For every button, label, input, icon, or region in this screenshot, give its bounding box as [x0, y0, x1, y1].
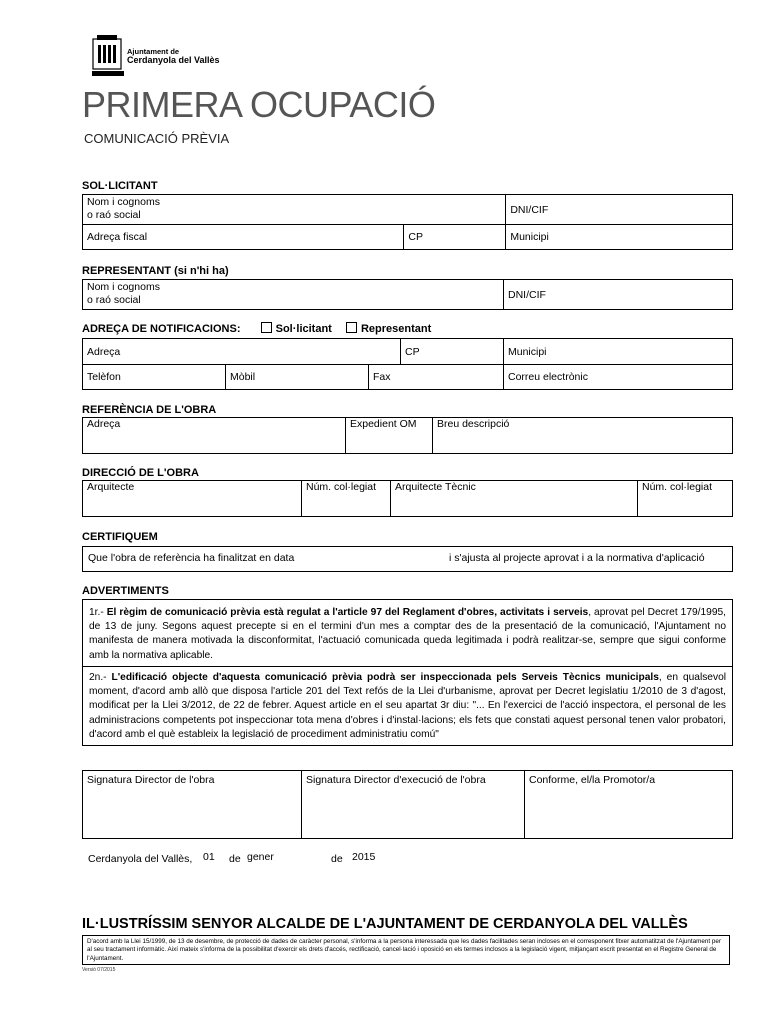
signature-director-obra[interactable]: Signatura Director de l'obra — [83, 771, 302, 839]
date-day[interactable]: 01 — [203, 851, 215, 863]
org-name-line1: Ajuntament de — [127, 47, 180, 56]
section-heading-certifiquem: CERTIFIQUEM — [82, 531, 158, 543]
notificacions-cp-field[interactable]: CP — [401, 339, 504, 365]
org-name-line2: Cerdanyola del Vallès — [127, 55, 220, 65]
direccio-arquitecte-field[interactable]: Arquitecte — [83, 481, 302, 517]
notificacions-telefon-field[interactable]: Telèfon — [83, 365, 226, 390]
section-heading-notificacions — [82, 322, 431, 335]
representant-dni-field[interactable]: DNI/CIF — [504, 280, 733, 310]
obra-adreca-field[interactable]: Adreça — [83, 418, 346, 454]
checkbox-sollicitant[interactable] — [261, 322, 272, 333]
sollicitant-name-field[interactable]: Nom i cognoms o raó social — [83, 195, 506, 225]
direccio-table — [82, 480, 733, 517]
date-place: Cerdanyola del Vallès, — [88, 853, 193, 865]
signature-director-execucio[interactable]: Signatura Director d'execució de l'obra — [302, 771, 525, 839]
notificacions-table — [82, 338, 733, 390]
notificacions-fax-field[interactable]: Fax — [369, 365, 504, 390]
sollicitant-cp-field[interactable]: CP — [404, 225, 506, 250]
sollicitant-dni-field[interactable]: DNI/CIF — [506, 195, 733, 225]
certifiquem-text-right: i s'ajusta al projecte aprovat i a la normativa d'aplicació — [449, 552, 705, 564]
section-heading-advertiments: ADVERTIMENTS — [82, 585, 169, 597]
obra-expedient-field[interactable]: Expedient OM — [346, 418, 433, 454]
signatures-table — [82, 770, 733, 839]
direccio-collegiat2-field[interactable]: Núm. col·legiat — [638, 481, 733, 517]
direccio-collegiat-field[interactable]: Núm. col·legiat — [302, 481, 391, 517]
coat-of-arms-icon — [92, 33, 126, 77]
sollicitant-municipi-field[interactable]: Municipi — [506, 225, 733, 250]
obra-descripcio-field[interactable]: Breu descripció — [433, 418, 733, 454]
representant-table — [82, 279, 733, 310]
section-heading-representant: REPRESENTANT (si n'hi ha) — [82, 265, 229, 277]
notificacions-adreca-field[interactable]: Adreça — [83, 339, 401, 365]
checkbox-sollicitant-label: Sol·licitant — [275, 323, 332, 335]
advertiments-box — [82, 599, 733, 746]
notificacions-heading: ADREÇA DE NOTIFICACIONS: — [82, 323, 241, 335]
section-heading-sollicitant: SOL·LICITANT — [82, 180, 158, 192]
advertiment-1: 1r.- El règim de comunicació prèvia està regulat a l'article 97 del Reglament d'obres, activitats i serveis, aprovat pel Decret 179/1995, de 13 de juny. Segons aquest precepte si en el termini d'un mes a comptar des de la presentació de la comunicació, l'Ajuntament no manifesta de manera motivada la disconformitat, l'actuació comunicada queda legitimada i podrà realitzar-se, sempre que sigui conforme amb la normativa aplicable. — [89, 607, 726, 661]
signature-promotor[interactable]: Conforme, el/la Promotor/a — [525, 771, 733, 839]
section-heading-direccio: DIRECCIÓ DE L'OBRA — [82, 467, 199, 479]
version-label: Versió 07/2015 — [82, 967, 116, 973]
checkbox-representant-label: Representant — [360, 323, 432, 335]
date-de-2: de — [331, 853, 343, 865]
addressee-title: IL·LUSTRÍSSIM SENYOR ALCALDE DE L'AJUNTAMENT DE CERDANYOLA DEL VALLÈS — [82, 916, 688, 932]
certifiquem-box[interactable] — [82, 546, 733, 572]
page-subtitle: COMUNICACIÓ PRÈVIA — [84, 131, 230, 146]
certifiquem-text-left: Que l'obra de referència ha finalitzat en data — [88, 552, 295, 564]
obra-table — [82, 417, 733, 454]
notificacions-mobil-field[interactable]: Mòbil — [226, 365, 369, 390]
notificacions-correu-field[interactable]: Correu electrònic — [504, 365, 733, 390]
advertiments-divider — [83, 666, 732, 667]
date-de-1: de — [229, 853, 241, 865]
section-heading-obra: REFERÈNCIA DE L'OBRA — [82, 404, 217, 416]
direccio-arquitecte-tecnic-field[interactable]: Arquitecte Tècnic — [391, 481, 638, 517]
sollicitant-address-field[interactable]: Adreça fiscal — [83, 225, 404, 250]
date-month[interactable]: gener — [247, 851, 274, 863]
checkbox-representant[interactable] — [346, 322, 357, 333]
sollicitant-table — [82, 194, 733, 250]
advertiment-2: 2n.- L'edificació objecte d'aquesta comunicació prèvia podrà ser inspeccionada pels Serveis Tècnics municipals, en qualsevol moment, d'acord amb allò que disposa l'article 201 del Text refós de la Llei d'urbanisme, aprovat per Decret legislatiu 1/2010 de 3 d'agost, modificat per la Llei 3/2012, de 22 de febrer. Aquest article en el seu apartat 3r diu: "... En l'exercici de l'acció inspectora, el personal de les administracions competents pot inspeccionar tota mena d'obres i d'instal·lacions; els fets que constati aquest personal tenen valor probatori, d'acord amb el què estableix la legislació de procediment administratiu comú" — [89, 672, 726, 740]
notificacions-municipi-field[interactable]: Municipi — [504, 339, 733, 365]
date-year[interactable]: 2015 — [352, 851, 376, 863]
data-protection-note: D'acord amb la Llei 15/1999, de 13 de desembre, de protecció de dades de caràcter personal, s'informa a la persona interessada que les dades facilitades seran incloses en el corresponent fitxer automatitzat de l'Ajuntament per al seu tractament informàtic. Així mateix s'informa de la possibilitat d'exercir els drets d'accés, rectificació, cancel·lació i oposició en els termes inclosos a la legislació vigent, mitjançant escrit presentat en el Registre General de l'Ajuntament. — [82, 935, 730, 965]
page-title: PRIMERA OCUPACIÓ — [82, 84, 436, 125]
representant-name-field[interactable]: Nom i cognoms o raó social — [83, 280, 504, 310]
